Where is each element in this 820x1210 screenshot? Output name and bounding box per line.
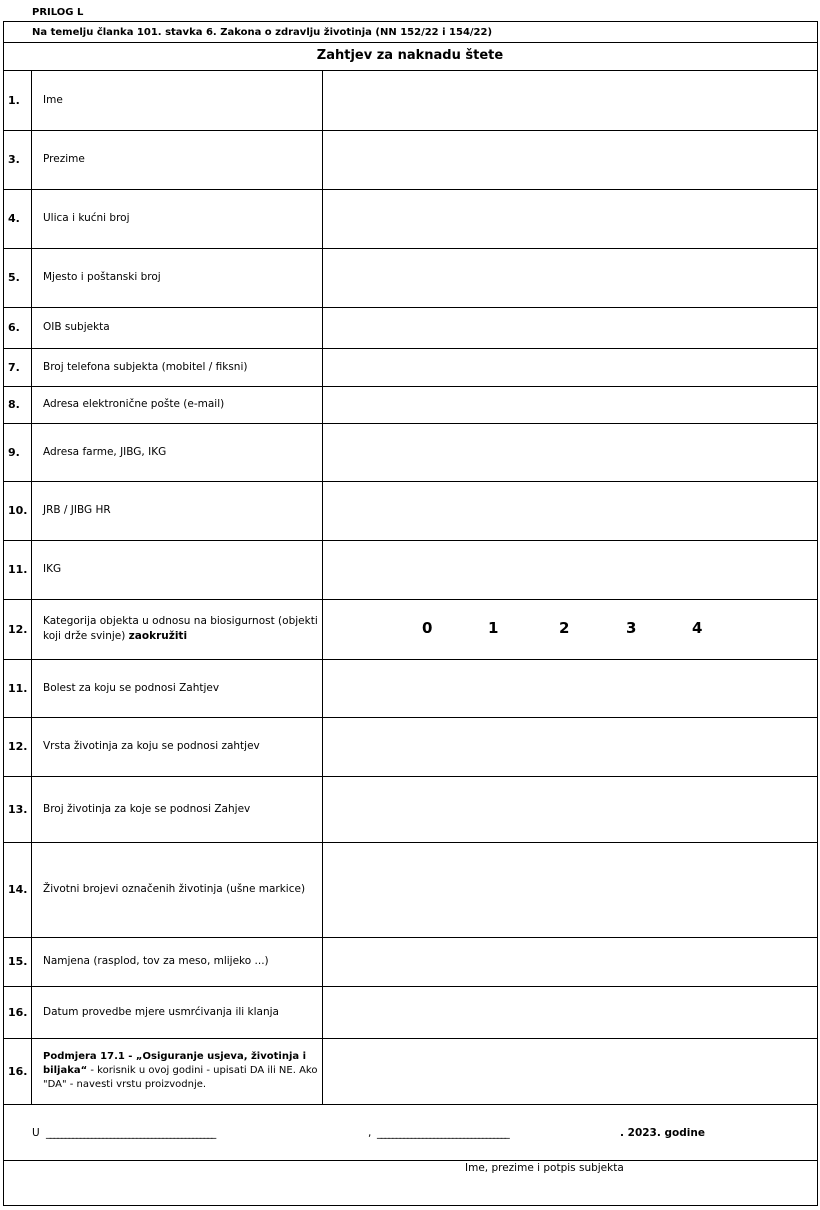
row-number: 8. <box>8 398 20 411</box>
row-label-text: Ulica i kućni broj <box>43 212 130 224</box>
row-number: 14. <box>8 883 28 896</box>
row-label <box>43 659 318 717</box>
row-label-text: Mjesto i poštanski broj <box>43 271 161 283</box>
biosecurity-category-option[interactable]: 3 <box>626 619 637 637</box>
row-label-instruction: zaokružiti <box>128 630 188 642</box>
row-number: 16. <box>8 1005 28 1019</box>
row-label-text: Broj životinja za koje se podnosi Zahjev <box>43 802 251 815</box>
row-number: 15. <box>8 955 28 968</box>
row-label <box>43 130 318 189</box>
row-value-field[interactable] <box>323 600 817 659</box>
row-value-field[interactable] <box>323 249 817 307</box>
row-label <box>43 1038 318 1104</box>
row-value-field[interactable] <box>323 718 817 776</box>
row-label <box>43 386 318 423</box>
row-label-text: - korisnik u ovoj godini - upisati DA ili NE. Ako "DA" - navesti vrstu proizvodnje. <box>43 1065 318 1090</box>
row-label-text: Prezime <box>43 153 85 165</box>
row-number: 13. <box>8 802 28 816</box>
row-label <box>43 307 318 348</box>
row-label <box>43 248 318 307</box>
row-value-field[interactable] <box>323 1039 817 1104</box>
row-label-bold: Podmjera 17.1 - „Osiguranje usjeva, životinja i biljaka“ <box>43 1051 307 1076</box>
row-label-text: JRB / JIBG HR <box>43 504 111 516</box>
row-label-text: Namjena (rasplod, tov za meso, mlijeko ...) <box>43 955 269 967</box>
row-label <box>43 540 318 599</box>
row-label-text: IKG <box>43 563 62 575</box>
row-label <box>43 599 318 659</box>
row-number: 11. <box>8 563 28 576</box>
row-label <box>43 937 318 986</box>
biosecurity-category-option[interactable]: 0 <box>422 619 433 637</box>
row-label <box>43 348 318 386</box>
row-value-field[interactable] <box>323 843 817 937</box>
row-label <box>43 986 318 1038</box>
row-label-text: Bolest za koju se podnosi Zahtjev <box>43 681 220 694</box>
row-label <box>43 189 318 248</box>
row-label-text: Datum provedbe mjere usmrćivanja ili klanja <box>43 1005 279 1018</box>
row-number: 7. <box>8 360 20 374</box>
row-value-field[interactable] <box>323 387 817 423</box>
row-number: 11. <box>8 681 28 695</box>
row-value-field[interactable] <box>323 190 817 248</box>
row-label <box>43 70 318 130</box>
row-value-field[interactable] <box>323 987 817 1038</box>
row-label <box>43 776 318 842</box>
biosecurity-category-option[interactable]: 2 <box>559 619 570 637</box>
row-value-field[interactable] <box>323 777 817 842</box>
row-label-text: Adresa elektronične pošte (e-mail) <box>43 398 225 410</box>
row-number: 1. <box>8 93 20 107</box>
row-number: 6. <box>8 321 20 334</box>
row-label-text: Kategorija objekta u odnosu na biosigurnost (objekti koji drže svinje) <box>43 615 318 642</box>
biosecurity-category-option[interactable]: 1 <box>488 619 499 637</box>
row-label-text: Ime <box>43 93 63 106</box>
row-value-field[interactable] <box>323 482 817 540</box>
row-label-text: Vrsta životinja za koju se podnosi zahtjev <box>43 740 260 752</box>
row-value-field[interactable] <box>323 308 817 348</box>
row-label-text: Adresa farme, JIBG, IKG <box>43 445 167 458</box>
row-number: 9. <box>8 445 20 459</box>
row-label <box>43 481 318 540</box>
row-label <box>43 423 318 481</box>
place-prefix: U <box>32 1127 40 1139</box>
row-value-field[interactable] <box>323 349 817 386</box>
row-value-field[interactable] <box>323 131 817 189</box>
row-value-field[interactable] <box>323 424 817 481</box>
form-title: Zahtjev za naknadu štete <box>316 48 504 63</box>
row-label <box>43 717 318 776</box>
row-number: 5. <box>8 271 20 284</box>
row-label <box>43 842 318 937</box>
row-number: 12. <box>8 740 28 753</box>
row-number: 4. <box>8 212 20 225</box>
comma: , <box>368 1127 372 1139</box>
legal-basis: Na temelju članka 101. stavka 6. Zakona o zdravlju životinja (NN 152/22 i 154/22) <box>32 27 493 38</box>
date-line[interactable]: ___________________________________ <box>377 1127 509 1139</box>
biosecurity-category-option[interactable]: 4 <box>692 619 703 637</box>
annex-label: PRILOG L <box>32 7 84 18</box>
row-label-text: Životni brojevi označenih životinja (ušne markice) <box>43 883 306 895</box>
row-value-field[interactable] <box>323 938 817 986</box>
row-label-text: Broj telefona subjekta (mobitel / fiksni) <box>43 360 248 373</box>
row-number: 12. <box>8 622 28 636</box>
row-number: 3. <box>8 153 20 166</box>
row-number: 16. <box>8 1064 28 1078</box>
row-value-field[interactable] <box>323 541 817 599</box>
place-line[interactable]: _____________________________________________ <box>46 1127 215 1139</box>
row-value-field[interactable] <box>323 71 817 130</box>
year-suffix: . 2023. godine <box>620 1127 705 1139</box>
row-value-field[interactable] <box>323 660 817 717</box>
row-label-text: OIB subjekta <box>43 321 110 333</box>
row-number: 10. <box>8 504 28 517</box>
signature-caption: Ime, prezime i potpis subjekta <box>465 1162 624 1174</box>
